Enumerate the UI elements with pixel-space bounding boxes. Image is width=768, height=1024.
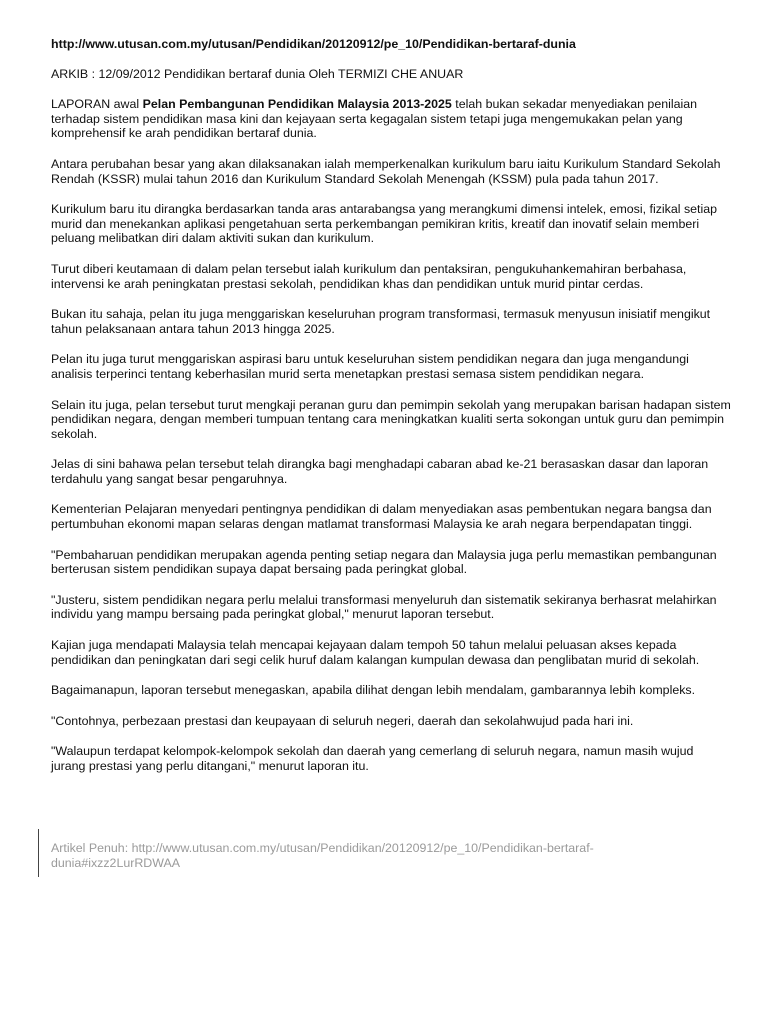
- full-article-link-line1[interactable]: Artikel Penuh: http://www.utusan.com.my/utusan/Pendidikan/20120912/pe_10/Pendidikan-bertaraf-: [51, 841, 594, 855]
- paragraph: Kurikulum baru itu dirangka berdasarkan tanda aras antarabangsa yang merangkumi dimensi intelek, emosi, fizikal setiap murid dan menekankan aplikasi pengetahuan serta perkembangan pemikiran kritis, kreatif dan inovatif selain memberi peluang melibatkan diri dalam aktiviti sukan dan kurikulum.: [51, 202, 718, 246]
- paragraph: "Pembaharuan pendidikan merupakan agenda penting setiap negara dan Malaysia juga perlu memastikan pembangunan berterusan sistem pendidikan supaya dapat bersaing pada peringkat global.: [51, 547, 717, 577]
- intro-paragraph: [51, 97, 731, 141]
- paragraph: Bagaimanapun, laporan tersebut menegaskan, apabila dilihat dengan lebih mendalam, gambarannya lebih kompleks.: [51, 683, 696, 698]
- quote-bar: [38, 829, 39, 877]
- paragraph: Antara perubahan besar yang akan dilaksanakan ialah memperkenalkan kurikulum baru iaitu Kurikulum Standard Sekolah Rendah (KSSR) mulai tahun 2016 dan Kurikulum Standard Sekolah Menengah (KSSM) pula pada tahun 2017.: [51, 156, 721, 186]
- paragraph: "Walaupun terdapat kelompok-kelompok sekolah dan daerah yang cemerlang di seluruh negara, namun masih wujud jurang prestasi yang perlu ditangani," menurut laporan itu.: [51, 744, 694, 773]
- plan-title: Pelan Pembangunan Pendidikan Malaysia 2013-2025: [142, 97, 452, 112]
- full-article-link-line2[interactable]: dunia#ixzz2LurRDWAA: [51, 856, 181, 870]
- paragraph: Turut diberi keutamaan di dalam pelan tersebut ialah kurikulum dan pentaksiran, pengukuhankemahiran berbahasa, intervensi ke arah peningkatan prestasi sekolah, pendidikan khas dan pendidikan untuk murid pintar cerdas.: [51, 261, 687, 291]
- paragraph: "Justeru, sistem pendidikan negara perlu melalui transformasi menyeluruh dan sistematik sekiranya berhasrat melahirkan individu yang mampu bersaing pada peringkat global," menurut laporan tersebut.: [51, 592, 717, 622]
- paragraph: Selain itu juga, pelan tersebut turut mengkaji peranan guru dan pemimpin sekolah yang merupakan barisan hadapan sistem pendidikan negara, dengan memberi tumpuan tentang cara meningkatkan kualiti serta sokongan untuk guru dan pemimpin sekolah.: [51, 397, 731, 441]
- paragraph: "Contohnya, perbezaan prestasi dan keupayaan di seluruh negeri, daerah dan sekolahwujud pada hari ini.: [51, 713, 634, 728]
- intro-text-before: LAPORAN awal: [51, 97, 143, 112]
- paragraph: Bukan itu sahaja, pelan itu juga menggariskan keseluruhan program transformasi, termasuk menyusun inisiatif mengikut tahun pelaksanaan antara tahun 2013 hingga 2025.: [51, 307, 711, 336]
- paragraph: Jelas di sini bahawa pelan tersebut telah dirangka bagi menghadapi cabaran abad ke-21 berasaskan dasar dan laporan terdahulu yang sangat besar pengaruhnya.: [51, 457, 709, 486]
- full-article-link[interactable]: [51, 841, 641, 871]
- paragraph: Pelan itu juga turut menggariskan aspirasi baru untuk keseluruhan sistem pendidikan negara dan juga mengandungi analisis terperinci tentang keberhasilan murid serta menetapkan prestasi semasa sistem pendidikan negara.: [51, 352, 689, 381]
- paragraph: Kementerian Pelajaran menyedari pentingnya pendidikan di dalam menyediakan asas pembentukan negara bangsa dan pertumbuhan ekonomi mapan selaras dengan matlamat transformasi Malaysia ke arah negara berpendapatan tinggi.: [51, 502, 712, 532]
- intro-text-after: telah bukan sekadar menyediakan penilaian terhadap sistem pendidikan masa kini dan kejayaan serta kegagalan sistem tetapi juga mengemukakan pelan yang komprehensif ke arah pendidikan bertaraf dunia.: [51, 97, 698, 141]
- source-url[interactable]: http://www.utusan.com.my/utusan/Pendidikan/20120912/pe_10/Pendidikan-bertaraf-dunia: [51, 37, 576, 51]
- article-body: [51, 37, 731, 790]
- archive-line: ARKIB : 12/09/2012 Pendidikan bertaraf dunia Oleh TERMIZI CHE ANUAR: [51, 66, 464, 81]
- paragraph: Kajian juga mendapati Malaysia telah mencapai kejayaan dalam tempoh 50 tahun melalui peluasan akses kepada pendidikan dan peningkatan dari segi celik huruf dalam kalangan kumpulan dewasa dan penglibatan murid di sekolah.: [51, 638, 700, 667]
